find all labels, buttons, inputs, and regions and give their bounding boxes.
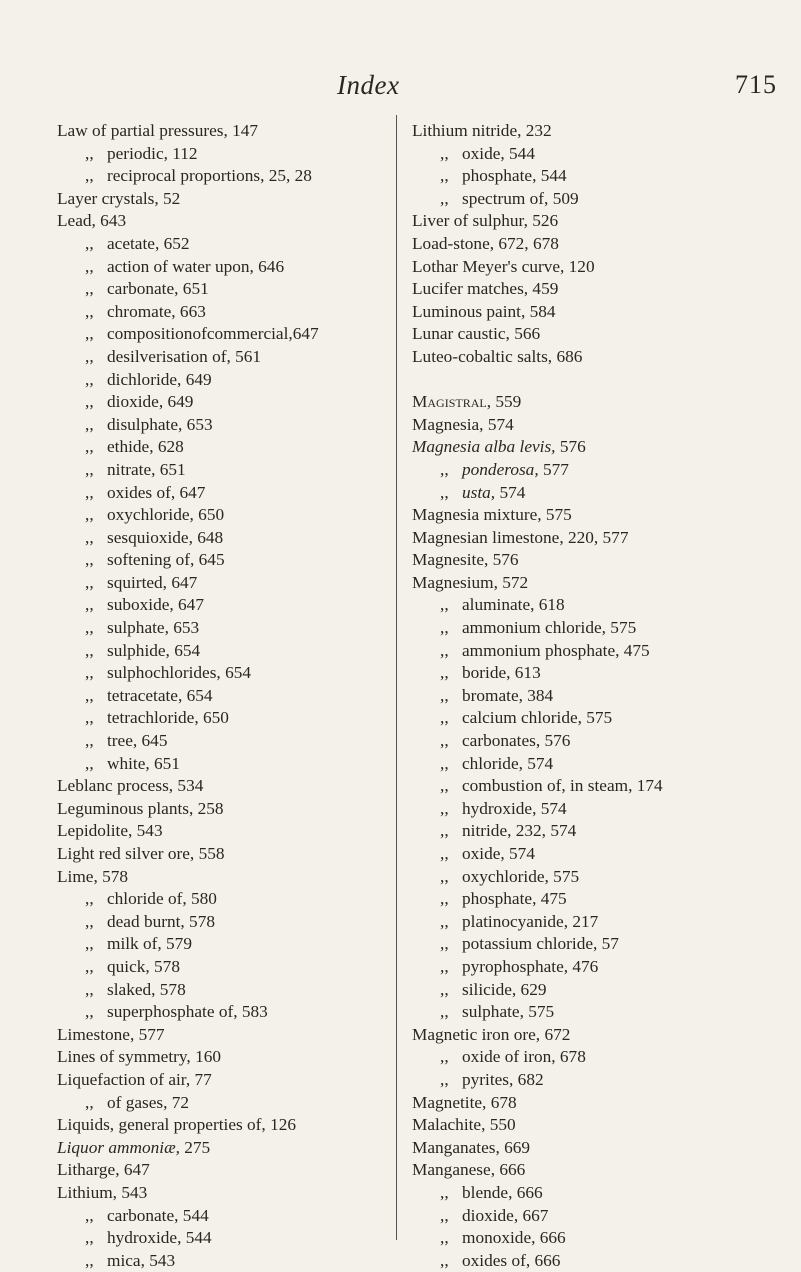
entry-text: dioxide, 649 bbox=[107, 392, 194, 412]
entry-text: ammonium phosphate, 475 bbox=[462, 640, 650, 660]
entry-italic-term: usta, bbox=[462, 482, 496, 502]
index-subentry bbox=[57, 233, 377, 256]
index-subentry bbox=[57, 391, 377, 414]
index-subentry bbox=[412, 1046, 772, 1069]
entry-text: quick, 578 bbox=[107, 956, 180, 976]
index-entry bbox=[57, 798, 377, 821]
index-subentry bbox=[412, 1205, 772, 1228]
entry-text: Lines of symmetry, 160 bbox=[57, 1047, 221, 1067]
index-subentry bbox=[57, 527, 377, 550]
entry-text: Luminous paint, 584 bbox=[412, 301, 556, 321]
entry-text: chloride of, 580 bbox=[107, 889, 217, 909]
index-subentry bbox=[412, 594, 772, 617]
index-subentry bbox=[412, 820, 772, 843]
entry-text: Lithium nitride, 232 bbox=[412, 121, 552, 140]
index-subentry bbox=[412, 685, 772, 708]
entry-text: sulphochlorides, 654 bbox=[107, 663, 251, 683]
index-subentry bbox=[57, 956, 377, 979]
index-subentry bbox=[412, 730, 772, 753]
entry-text: Liquids, general properties of, 126 bbox=[57, 1115, 296, 1135]
index-entry bbox=[412, 436, 772, 459]
ditto-mark: ,, bbox=[440, 776, 449, 796]
entry-text: carbonate, 651 bbox=[107, 279, 209, 299]
index-entry bbox=[57, 120, 377, 143]
entry-text: oxide, 574 bbox=[462, 844, 535, 863]
entry-text: desilverisation of, 561 bbox=[107, 346, 262, 366]
entry-text: squirted, 647 bbox=[107, 572, 198, 592]
entry-text: 559 bbox=[491, 392, 522, 412]
ditto-mark: ,, bbox=[440, 821, 449, 841]
entry-text: dichloride, 649 bbox=[107, 369, 212, 389]
entry-text: acetate, 652 bbox=[107, 233, 190, 253]
index-subentry bbox=[57, 301, 377, 324]
ditto-mark: ,, bbox=[85, 572, 94, 592]
ditto-mark: ,, bbox=[85, 663, 94, 683]
entry-text: Malachite, 550 bbox=[412, 1115, 516, 1135]
index-subentry bbox=[57, 256, 377, 279]
entry-text: Lucifer matches, 459 bbox=[412, 279, 559, 299]
index-subentry bbox=[412, 1182, 772, 1205]
ditto-mark: ,, bbox=[85, 346, 94, 366]
index-subentry bbox=[412, 1227, 772, 1250]
page-number: 715 bbox=[735, 70, 777, 99]
entry-text: oxide of iron, 678 bbox=[462, 1047, 586, 1067]
index-subentry bbox=[412, 617, 772, 640]
index-entry bbox=[412, 1024, 772, 1047]
ditto-mark: ,, bbox=[440, 708, 449, 728]
index-subentry bbox=[412, 798, 772, 821]
entry-text: Lepidolite, 543 bbox=[57, 821, 163, 841]
index-subentry bbox=[57, 1092, 377, 1115]
entry-text: carbonate, 544 bbox=[107, 1205, 209, 1225]
index-entry bbox=[57, 1182, 377, 1205]
entry-text: oxychloride, 575 bbox=[462, 866, 580, 886]
entry-text: Light red silver ore, 558 bbox=[57, 844, 225, 863]
index-entry bbox=[412, 572, 772, 595]
section-gap bbox=[412, 369, 772, 392]
page-header bbox=[0, 70, 801, 110]
index-subentry bbox=[412, 482, 772, 505]
ditto-mark: ,, bbox=[85, 956, 94, 976]
entry-text: Magnesium, 572 bbox=[412, 572, 529, 592]
ditto-mark: ,, bbox=[85, 708, 94, 728]
entry-text: carbonates, 576 bbox=[462, 731, 571, 751]
entry-text: Magnetic iron ore, 672 bbox=[412, 1024, 571, 1044]
entry-text: Manganese, 666 bbox=[412, 1160, 526, 1180]
ditto-mark: ,, bbox=[440, 866, 449, 886]
ditto-mark: ,, bbox=[440, 166, 449, 186]
index-subentry bbox=[412, 843, 772, 866]
index-subentry bbox=[412, 459, 772, 482]
ditto-mark: ,, bbox=[440, 979, 449, 999]
ditto-mark: ,, bbox=[440, 934, 449, 954]
index-subentry bbox=[57, 278, 377, 301]
ditto-mark: ,, bbox=[85, 324, 94, 344]
entry-text: monoxide, 666 bbox=[462, 1228, 566, 1248]
ditto-mark: ,, bbox=[440, 459, 449, 479]
ditto-mark: ,, bbox=[85, 979, 94, 999]
index-subentry bbox=[57, 753, 377, 776]
entry-text: mica, 543 bbox=[107, 1250, 176, 1270]
ditto-mark: ,, bbox=[440, 1002, 449, 1022]
index-subentry bbox=[57, 143, 377, 166]
entry-text: tree, 645 bbox=[107, 731, 168, 751]
index-entry bbox=[57, 866, 377, 889]
index-subentry bbox=[57, 482, 377, 505]
entry-text: Lunar caustic, 566 bbox=[412, 324, 541, 344]
index-entry bbox=[57, 1159, 377, 1182]
ditto-mark: ,, bbox=[85, 595, 94, 615]
ditto-mark: ,, bbox=[85, 392, 94, 412]
index-subentry bbox=[57, 1250, 377, 1272]
entry-text: boride, 613 bbox=[462, 663, 541, 683]
ditto-mark: ,, bbox=[440, 956, 449, 976]
index-subentry bbox=[412, 1069, 772, 1092]
entry-text: phosphate, 544 bbox=[462, 166, 567, 186]
ditto-mark: ,, bbox=[85, 1250, 94, 1270]
index-entry bbox=[412, 549, 772, 572]
index-subentry bbox=[412, 888, 772, 911]
entry-text: hydroxide, 544 bbox=[107, 1228, 212, 1248]
index-subentry bbox=[57, 685, 377, 708]
entry-italic-term: Magnesia alba levis, bbox=[412, 437, 556, 457]
index-subentry bbox=[412, 979, 772, 1002]
entry-text: 275 bbox=[179, 1137, 211, 1157]
entry-text: slaked, 578 bbox=[107, 979, 186, 999]
entry-text: platinocyanide, 217 bbox=[462, 911, 599, 931]
index-subentry bbox=[412, 188, 772, 211]
ditto-mark: ,, bbox=[85, 934, 94, 954]
ditto-mark: ,, bbox=[85, 459, 94, 479]
ditto-mark: ,, bbox=[440, 640, 449, 660]
index-subentry bbox=[57, 979, 377, 1002]
entry-text: calcium chloride, 575 bbox=[462, 708, 613, 728]
index-entry bbox=[412, 210, 772, 233]
entry-text: compositionofcommercial,647 bbox=[107, 324, 319, 344]
ditto-mark: ,, bbox=[440, 143, 449, 163]
index-subentry bbox=[412, 933, 772, 956]
entry-text: Magnetite, 678 bbox=[412, 1092, 517, 1112]
index-subentry bbox=[412, 1250, 772, 1272]
entry-text: chloride, 574 bbox=[462, 753, 554, 773]
index-entry bbox=[57, 1046, 377, 1069]
index-subentry bbox=[57, 594, 377, 617]
ditto-mark: ,, bbox=[85, 889, 94, 909]
ditto-mark: ,, bbox=[85, 1228, 94, 1248]
ditto-mark: ,, bbox=[440, 188, 449, 208]
index-subentry bbox=[412, 662, 772, 685]
entry-text: Magnesite, 576 bbox=[412, 550, 519, 570]
index-entry bbox=[412, 1159, 772, 1182]
index-entry bbox=[412, 120, 772, 143]
ditto-mark: ,, bbox=[85, 685, 94, 705]
entry-text: dead burnt, 578 bbox=[107, 911, 215, 931]
entry-text: silicide, 629 bbox=[462, 979, 547, 999]
entry-text: oxide, 544 bbox=[462, 143, 535, 163]
entry-text: pyrophosphate, 476 bbox=[462, 956, 599, 976]
index-entry bbox=[412, 391, 772, 414]
entry-text: nitride, 232, 574 bbox=[462, 821, 577, 841]
index-entry bbox=[57, 210, 377, 233]
index-subentry bbox=[57, 1205, 377, 1228]
entry-text: Litharge, 647 bbox=[57, 1160, 150, 1180]
ditto-mark: ,, bbox=[85, 256, 94, 276]
running-title: Index bbox=[337, 70, 400, 100]
entry-text: Leguminous plants, 258 bbox=[57, 798, 224, 818]
index-subentry bbox=[57, 933, 377, 956]
entry-text: tetracetate, 654 bbox=[107, 685, 213, 705]
index-subentry bbox=[412, 911, 772, 934]
ditto-mark: ,, bbox=[85, 618, 94, 638]
ditto-mark: ,, bbox=[85, 1092, 94, 1112]
entry-text: periodic, 112 bbox=[107, 143, 198, 163]
ditto-mark: ,, bbox=[85, 1205, 94, 1225]
index-column-right bbox=[412, 120, 772, 1272]
ditto-mark: ,, bbox=[85, 1002, 94, 1022]
ditto-mark: ,, bbox=[85, 279, 94, 299]
ditto-mark: ,, bbox=[440, 1182, 449, 1202]
entry-text: pyrites, 682 bbox=[462, 1069, 544, 1089]
ditto-mark: ,, bbox=[85, 166, 94, 186]
entry-italic-term: ponderosa, bbox=[462, 459, 539, 479]
entry-text: action of water upon, 646 bbox=[107, 256, 285, 276]
ditto-mark: ,, bbox=[85, 414, 94, 434]
index-subentry bbox=[57, 369, 377, 392]
index-entry bbox=[57, 1069, 377, 1092]
entry-text: Lead, 643 bbox=[57, 211, 127, 231]
ditto-mark: ,, bbox=[85, 550, 94, 570]
index-subentry bbox=[412, 165, 772, 188]
entry-text: ethide, 628 bbox=[107, 437, 184, 457]
entry-text: 576 bbox=[555, 437, 586, 457]
ditto-mark: ,, bbox=[440, 595, 449, 615]
entry-text: 577 bbox=[538, 459, 569, 479]
ditto-mark: ,, bbox=[440, 1228, 449, 1248]
entry-text: superphosphate of, 583 bbox=[107, 1002, 268, 1022]
index-entry bbox=[57, 188, 377, 211]
entry-text: suboxide, 647 bbox=[107, 595, 204, 615]
index-entry bbox=[57, 820, 377, 843]
entry-text: Magnesian limestone, 220, 577 bbox=[412, 527, 629, 547]
index-subentry bbox=[57, 888, 377, 911]
index-subentry bbox=[57, 911, 377, 934]
index-subentry bbox=[57, 1227, 377, 1250]
ditto-mark: ,, bbox=[85, 482, 94, 502]
index-subentry bbox=[412, 753, 772, 776]
entry-text: Luteo-cobaltic salts, 686 bbox=[412, 346, 583, 366]
entry-text: Law of partial pressures, 147 bbox=[57, 121, 259, 140]
index-entry bbox=[57, 1114, 377, 1137]
ditto-mark: ,, bbox=[440, 911, 449, 931]
index-subentry bbox=[57, 504, 377, 527]
ditto-mark: ,, bbox=[440, 889, 449, 909]
ditto-mark: ,, bbox=[440, 1250, 449, 1270]
entry-text: potassium chloride, 57 bbox=[462, 934, 619, 954]
ditto-mark: ,, bbox=[85, 911, 94, 931]
ditto-mark: ,, bbox=[440, 1069, 449, 1089]
ditto-mark: ,, bbox=[440, 731, 449, 751]
ditto-mark: ,, bbox=[440, 753, 449, 773]
index-entry bbox=[412, 346, 772, 369]
index-subentry bbox=[57, 346, 377, 369]
entry-text: oxides of, 666 bbox=[462, 1250, 561, 1270]
entry-text: disulphate, 653 bbox=[107, 414, 213, 434]
index-entry bbox=[412, 301, 772, 324]
entry-text: aluminate, 618 bbox=[462, 595, 565, 615]
ditto-mark: ,, bbox=[85, 505, 94, 525]
entry-text: spectrum of, 509 bbox=[462, 188, 579, 208]
entry-text: sulphate, 575 bbox=[462, 1002, 555, 1022]
entry-text: dioxide, 667 bbox=[462, 1205, 549, 1225]
index-entry bbox=[412, 504, 772, 527]
index-entry bbox=[412, 1114, 772, 1137]
entry-text: Leblanc process, 534 bbox=[57, 776, 204, 796]
index-column-left bbox=[57, 120, 377, 1272]
index-subentry bbox=[412, 143, 772, 166]
entry-text: Lothar Meyer's curve, 120 bbox=[412, 256, 595, 276]
entry-text: white, 651 bbox=[107, 753, 180, 773]
index-subentry bbox=[57, 617, 377, 640]
index-subentry bbox=[412, 866, 772, 889]
entry-text: bromate, 384 bbox=[462, 685, 554, 705]
index-subentry bbox=[57, 662, 377, 685]
entry-text: combustion of, in steam, 174 bbox=[462, 776, 663, 796]
ditto-mark: ,, bbox=[85, 753, 94, 773]
index-subentry bbox=[412, 775, 772, 798]
entry-text: sesquioxide, 648 bbox=[107, 527, 224, 547]
index-entry bbox=[57, 843, 377, 866]
entry-text: Magnesia, 574 bbox=[412, 414, 514, 434]
entry-text: Liver of sulphur, 526 bbox=[412, 211, 559, 231]
entry-text: Manganates, 669 bbox=[412, 1137, 531, 1157]
index-entry bbox=[412, 527, 772, 550]
entry-text: oxides of, 647 bbox=[107, 482, 206, 502]
entry-text: Limestone, 577 bbox=[57, 1024, 165, 1044]
entry-smallcaps-term: Magistral, bbox=[412, 392, 492, 412]
index-subentry bbox=[57, 459, 377, 482]
ditto-mark: ,, bbox=[440, 685, 449, 705]
index-entry bbox=[412, 1137, 772, 1160]
ditto-mark: ,, bbox=[85, 527, 94, 547]
ditto-mark: ,, bbox=[85, 369, 94, 389]
ditto-mark: ,, bbox=[440, 663, 449, 683]
ditto-mark: ,, bbox=[440, 798, 449, 818]
entry-text: Layer crystals, 52 bbox=[57, 188, 181, 208]
index-subentry bbox=[412, 640, 772, 663]
index-subentry bbox=[57, 640, 377, 663]
index-entry bbox=[57, 1137, 377, 1160]
ditto-mark: ,, bbox=[85, 233, 94, 253]
entry-text: oxychloride, 650 bbox=[107, 505, 225, 525]
index-subentry bbox=[57, 1001, 377, 1024]
entry-text: Magnesia mixture, 575 bbox=[412, 505, 572, 525]
entry-text: sulphide, 654 bbox=[107, 640, 201, 660]
index-entry bbox=[57, 775, 377, 798]
index-subentry bbox=[57, 414, 377, 437]
ditto-mark: ,, bbox=[85, 437, 94, 457]
index-subentry bbox=[57, 549, 377, 572]
index-subentry bbox=[57, 572, 377, 595]
entry-text: nitrate, 651 bbox=[107, 459, 186, 479]
index-entry bbox=[412, 256, 772, 279]
index-subentry bbox=[57, 165, 377, 188]
entry-text: phosphate, 475 bbox=[462, 889, 567, 909]
index-subentry bbox=[57, 707, 377, 730]
ditto-mark: ,, bbox=[440, 1047, 449, 1067]
entry-text: tetrachloride, 650 bbox=[107, 708, 229, 728]
index-subentry bbox=[412, 707, 772, 730]
ditto-mark: ,, bbox=[440, 482, 449, 502]
entry-text: blende, 666 bbox=[462, 1182, 543, 1202]
entry-text: of gases, 72 bbox=[107, 1092, 190, 1112]
index-subentry bbox=[57, 436, 377, 459]
index-entry bbox=[412, 414, 772, 437]
ditto-mark: ,, bbox=[440, 618, 449, 638]
entry-italic-term: Liquor ammoniæ, bbox=[57, 1137, 180, 1157]
entry-text: Lithium, 543 bbox=[57, 1182, 148, 1202]
ditto-mark: ,, bbox=[85, 640, 94, 660]
ditto-mark: ,, bbox=[85, 143, 94, 163]
entry-text: sulphate, 653 bbox=[107, 618, 200, 638]
index-subentry bbox=[57, 730, 377, 753]
entry-text: milk of, 579 bbox=[107, 934, 192, 954]
ditto-mark: ,, bbox=[85, 301, 94, 321]
index-subentry bbox=[412, 1001, 772, 1024]
column-divider bbox=[396, 115, 397, 1240]
index-subentry bbox=[412, 956, 772, 979]
index-entry bbox=[412, 323, 772, 346]
entry-text: hydroxide, 574 bbox=[462, 798, 567, 818]
entry-text: ammonium chloride, 575 bbox=[462, 618, 637, 638]
entry-text: Load-stone, 672, 678 bbox=[412, 233, 559, 253]
entry-text: chromate, 663 bbox=[107, 301, 206, 321]
entry-text: reciprocal proportions, 25, 28 bbox=[107, 166, 312, 186]
entry-text: softening of, 645 bbox=[107, 550, 225, 570]
ditto-mark: ,, bbox=[85, 731, 94, 751]
entry-text: Liquefaction of air, 77 bbox=[57, 1069, 212, 1089]
index-entry bbox=[412, 233, 772, 256]
ditto-mark: ,, bbox=[440, 844, 449, 863]
entry-text: Lime, 578 bbox=[57, 866, 129, 886]
index-entry bbox=[412, 1092, 772, 1115]
index-entry bbox=[412, 278, 772, 301]
index-subentry bbox=[57, 323, 377, 346]
index-entry bbox=[57, 1024, 377, 1047]
ditto-mark: ,, bbox=[440, 1205, 449, 1225]
entry-text: 574 bbox=[495, 482, 526, 502]
